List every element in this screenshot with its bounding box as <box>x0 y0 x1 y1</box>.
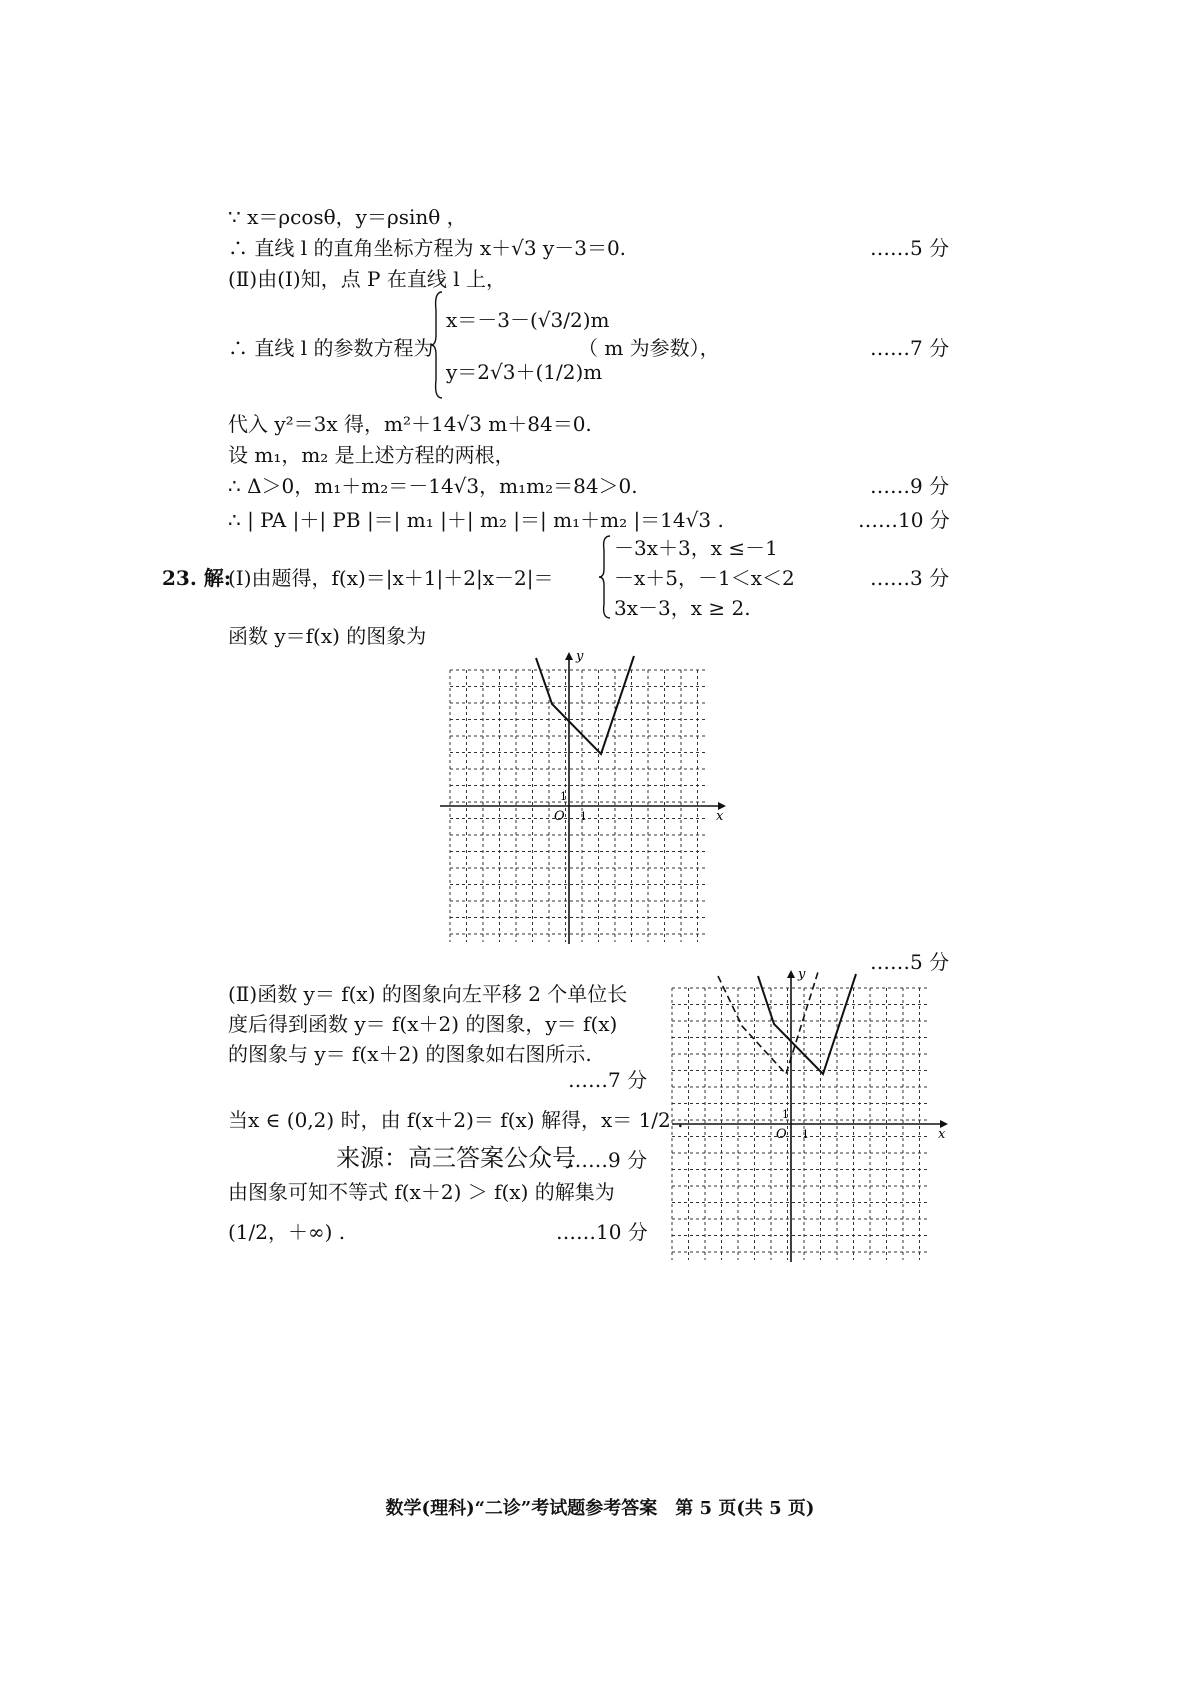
part2-text-line-1: (Ⅱ)函数 y＝ f(x) 的图象向左平移 2 个单位长 <box>228 982 628 1006</box>
piecewise-case-2: －x＋5，－1＜x＜2 <box>614 566 795 590</box>
function-graph-1 <box>430 648 730 948</box>
part2-text-line-3: 的图象与 y＝ f(x＋2) 的图象如右图所示. <box>228 1042 592 1066</box>
function-graph-2 <box>662 966 952 1266</box>
piecewise-intro: (Ⅰ)由题得，f(x)＝|x＋1|＋2|x－2|＝ <box>228 566 554 590</box>
part2-solution: 当x ∈ (0,2) 时，由 f(x＋2)＝ f(x) 解得，x＝ 1/2 . <box>228 1108 684 1132</box>
line-param-label: ∴ 直线 l 的参数方程为 <box>228 336 434 360</box>
score-5b: ……5 分 <box>870 950 950 974</box>
line-param-note: （ m 为参数）， <box>578 336 720 360</box>
piecewise-system <box>598 534 848 620</box>
score-3: ……3 分 <box>870 566 950 590</box>
line-discriminant: ∴ Δ＞0，m₁＋m₂＝－14√3，m₁m₂＝84＞0. <box>228 474 638 498</box>
graph-f <box>536 656 634 754</box>
tick-label-x-1: 1 <box>802 1128 809 1141</box>
page-footer: 数学(理科)“二诊”考试题参考答案 第 5 页(共 5 页) <box>385 1498 815 1519</box>
line-cartesian-equation: ∴ 直线 l 的直角坐标方程为 x＋√3 y－3＝0. <box>228 236 627 260</box>
origin-label: O <box>554 809 565 824</box>
line-part2-intro: (Ⅱ)由(Ⅰ)知，点 P 在直线 l 上， <box>228 267 506 291</box>
param-eq-y: y＝2√3＋(1/2)m <box>446 360 603 384</box>
left-brace-icon <box>430 290 444 400</box>
graph-f-shifted-dashed <box>718 972 818 1074</box>
part2-solution-set: (1/2，＋∞) . <box>228 1220 346 1244</box>
left-brace-icon <box>598 534 612 620</box>
y-axis-label: y <box>576 649 584 664</box>
line-roots: 设 m₁，m₂ 是上述方程的两根， <box>228 443 515 467</box>
line-polar-relation: ∵ x＝ρcosθ，y＝ρsinθ ， <box>228 205 467 229</box>
problem-number: 23. 解: <box>162 566 232 590</box>
y-axis-arrow-icon <box>787 970 795 978</box>
score-7: ……7 分 <box>870 336 950 360</box>
tick-label-y-1: 1 <box>782 1108 789 1121</box>
piecewise-case-1: －3x＋3，x ≤－1 <box>614 536 778 560</box>
graph-caption: 函数 y＝f(x) 的图象为 <box>228 624 427 648</box>
x-axis-label: x <box>716 809 724 824</box>
score-9b: ……9 分 <box>568 1148 648 1172</box>
y-axis-arrow-icon <box>565 652 573 660</box>
score-10: ……10 分 <box>858 508 950 532</box>
line-final-result: ∴ | PA |＋| PB |＝| m₁ |＋| m₂ |＝| m₁＋m₂ |＝14√3 . <box>228 508 724 532</box>
origin-label: O <box>776 1127 787 1142</box>
score-7b: ……7 分 <box>568 1068 648 1092</box>
score-5: ……5 分 <box>870 236 950 260</box>
piecewise-case-3: 3x－3，x ≥ 2. <box>614 596 751 620</box>
score-10b: ……10 分 <box>556 1220 648 1244</box>
y-axis-label: y <box>798 967 806 982</box>
source-watermark: 来源：高三答案公众号 <box>336 1144 576 1172</box>
x-axis-label: x <box>938 1127 946 1142</box>
part2-inequality: 由图象可知不等式 f(x＋2) ＞ f(x) 的解集为 <box>228 1180 615 1204</box>
tick-label-x-1: 1 <box>580 810 587 823</box>
tick-label-y-1: 1 <box>560 790 567 803</box>
param-eq-x: x＝－3－(√3/2)m <box>446 308 610 332</box>
part2-text-line-2: 度后得到函数 y＝ f(x＋2) 的图象，y＝ f(x) <box>228 1012 618 1036</box>
score-9: ……9 分 <box>870 474 950 498</box>
line-substitution: 代入 y²＝3x 得，m²＋14√3 m＋84＝0. <box>228 412 592 436</box>
